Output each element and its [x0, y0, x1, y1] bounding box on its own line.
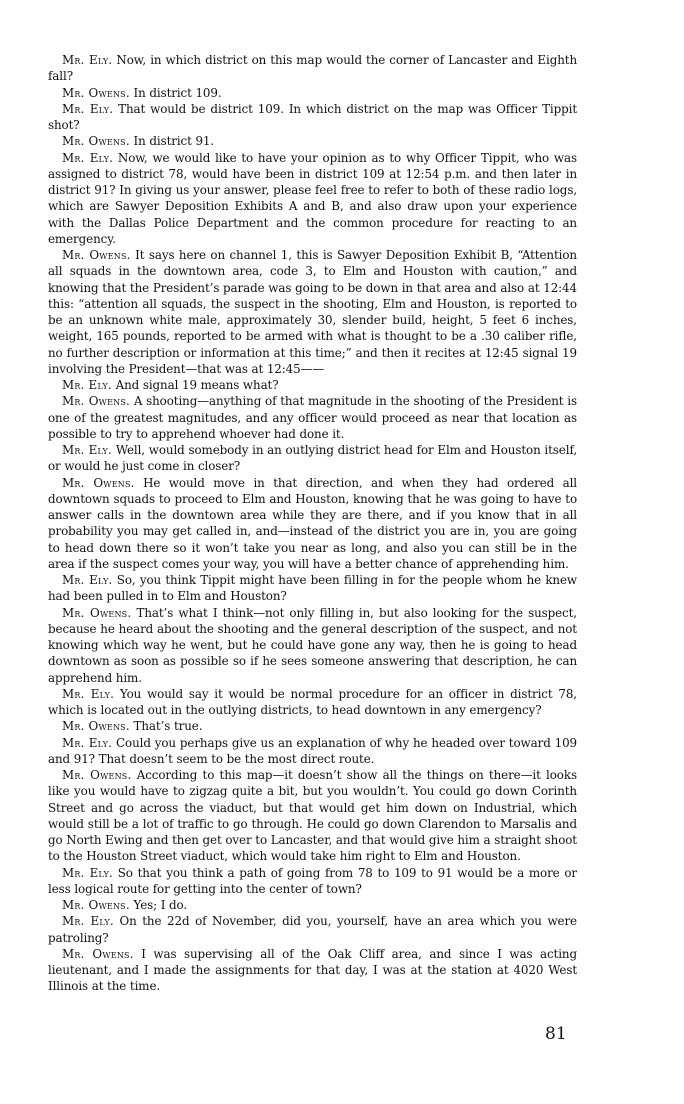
- testimony-paragraph: [48, 247, 577, 377]
- speaker-label: Mr. Owens.: [62, 85, 130, 100]
- statement-text: Yes; I do.: [133, 898, 188, 912]
- statement-text: Now, in which district on this map would the corner of Lancaster and Eighth fall?: [48, 53, 578, 84]
- testimony-paragraph: [48, 686, 577, 719]
- speaker-label: Mr. Ely.: [62, 735, 113, 750]
- speaker-label: Mr. Owens.: [62, 605, 132, 620]
- testimony-paragraph: [48, 377, 577, 393]
- testimony-paragraph: [48, 150, 577, 248]
- testimony-paragraph: [48, 605, 577, 686]
- speaker-label: Mr. Owens.: [62, 898, 130, 912]
- speaker-label: Mr. Owens.: [62, 768, 132, 782]
- statement-text: And signal 19 means what?: [115, 378, 279, 392]
- speaker-label: Mr. Ely.: [62, 865, 113, 880]
- testimony-paragraph: [48, 85, 577, 101]
- testimony-paragraph: [48, 865, 577, 898]
- statement-text: A shooting—anything of that magnitude in the shooting of the President is one of the greatest magnitudes, and any officer would proceed as near that location as possible to try to apprehend whoever had done it.: [48, 394, 577, 441]
- testimony-paragraph: [48, 897, 577, 913]
- speaker-label: Mr. Owens.: [62, 475, 135, 490]
- statement-text: It says here on channel 1, this is Sawyer Deposition Exhibit B, “Attention all squads in the downtown area, code 3, to Elm and Houston with caution,” and knowing that the President’s parade was going to be down in that area and also at 12:44 this: “attention all squads, the suspect in the shooting, Elm and Houston, is reported to be an unknown white male, approximately 30, slender build, height, 5 feet 6 inches, weight, 165 pounds, reported to be armed with what is thought to be a .30 caliber rifle, no further description or information at this time;” and then it recites at 12:45 signal 19 involving the President—that was at 12:45——: [48, 248, 577, 376]
- speaker-label: Mr. Ely.: [62, 53, 113, 67]
- statement-text: So that you think a path of going from 78 to 109 to 91 would be a more or less logical route for getting into the center of town?: [48, 865, 577, 896]
- statement-text: He would move in that direction, and when they had ordered all downtown squads to proceed to Elm and Houston, knowing that he was going to have to answer calls in the downtown area while they are there, and if you know that in all probability you may get called in, and—instead of the district you are in, you are going to head down there so it won’t take you near as long, and also you can still be in the area if the suspect comes your way, you will have a better chance of apprehending him.: [48, 475, 577, 571]
- testimony-paragraph: [48, 767, 577, 865]
- speaker-label: Mr. Ely.: [62, 573, 113, 587]
- speaker-label: Mr. Ely.: [62, 686, 115, 701]
- speaker-label: Mr. Ely.: [62, 378, 112, 392]
- statement-text: Now, we would like to have your opinion as to why Officer Tippit, who was assigned to district 78, would have been in district 109 at 12:54 p.m. and then later in district 91? In giving us your answer, please feel free to refer to both of these radio logs, which are Sawyer Deposition Exhibits A and B, and also draw upon your experience with the Dallas Police Department and the common procedure for reacting to an emergency.: [48, 150, 577, 246]
- testimony-paragraph: [48, 52, 577, 85]
- page-number: 81: [545, 1024, 567, 1044]
- statement-text: That’s true.: [133, 719, 203, 734]
- testimony-paragraph: [48, 442, 577, 475]
- speaker-label: Mr. Owens.: [62, 394, 130, 409]
- testimony-paragraph: [48, 475, 577, 573]
- speaker-label: Mr. Owens.: [62, 248, 131, 262]
- speaker-label: Mr. Owens.: [62, 719, 130, 734]
- speaker-label: Mr. Owens.: [62, 946, 134, 961]
- testimony-paragraph: [48, 133, 577, 149]
- testimony-paragraph: [48, 735, 577, 768]
- statement-text: That would be district 109. In which district on the map was Officer Tippit shot?: [48, 101, 578, 132]
- speaker-label: Mr. Ely.: [62, 914, 114, 929]
- testimony-paragraph: [48, 946, 577, 995]
- statement-text: So, you think Tippit might have been filling in for the people whom he knew had been pulled in to Elm and Houston?: [48, 573, 578, 604]
- statement-text: In district 91.: [133, 134, 215, 149]
- testimony-paragraph: [48, 393, 577, 442]
- statement-text: I was supervising all of the Oak Cliff area, and since I was acting lieutenant, and I made the assignments for that day, I was at the station at 4020 West Illinois at the time.: [48, 946, 577, 994]
- statement-text: In district 109.: [133, 85, 222, 100]
- testimony-paragraph: [48, 101, 577, 134]
- statement-text: According to this map—it doesn’t show all the things on there—it looks like you would have to zigzag quite a bit, but you wouldn’t. You could go down Corinth Street and go across the viaduct, but that would get him down on Industrial, which would still be a lot of traffic to go through. He could go down Clarendon to Marsalis and go North Ewing and then get over to Lancaster, and that would give him a straight shoot to the Houston Street viaduct, which would take him right to Elm and Houston.: [48, 768, 577, 864]
- statement-text: Well, would somebody in an outlying district head for Elm and Houston itself, or would he just come in closer?: [48, 443, 578, 474]
- statement-text: Could you perhaps give us an explanation of why he headed over toward 109 and 91? That doesn’t seem to be the most direct route.: [48, 735, 578, 766]
- speaker-label: Mr. Ely.: [62, 101, 114, 116]
- speaker-label: Mr. Owens.: [62, 134, 130, 149]
- testimony-paragraph: [48, 572, 577, 605]
- testimony-paragraph: [48, 718, 577, 734]
- testimony-paragraph: [48, 913, 577, 946]
- statement-text: On the 22d of November, did you, yourself, have an area which you were patroling?: [48, 914, 577, 945]
- testimony-page: [48, 52, 577, 995]
- statement-text: That’s what I think—not only filling in, but also looking for the suspect, because he heard about the shooting and the general description of the suspect, and not knowing which way he went, but he could have gone any way, then he is going to head downtown as soon as possible so if he sees someone answering that description, he can apprehend him.: [48, 605, 577, 685]
- speaker-label: Mr. Ely.: [62, 150, 114, 165]
- statement-text: You would say it would be normal procedure for an officer in district 78, which is located out in the outlying districts, to head downtown in any emergency?: [48, 686, 577, 717]
- speaker-label: Mr. Ely.: [62, 443, 113, 457]
